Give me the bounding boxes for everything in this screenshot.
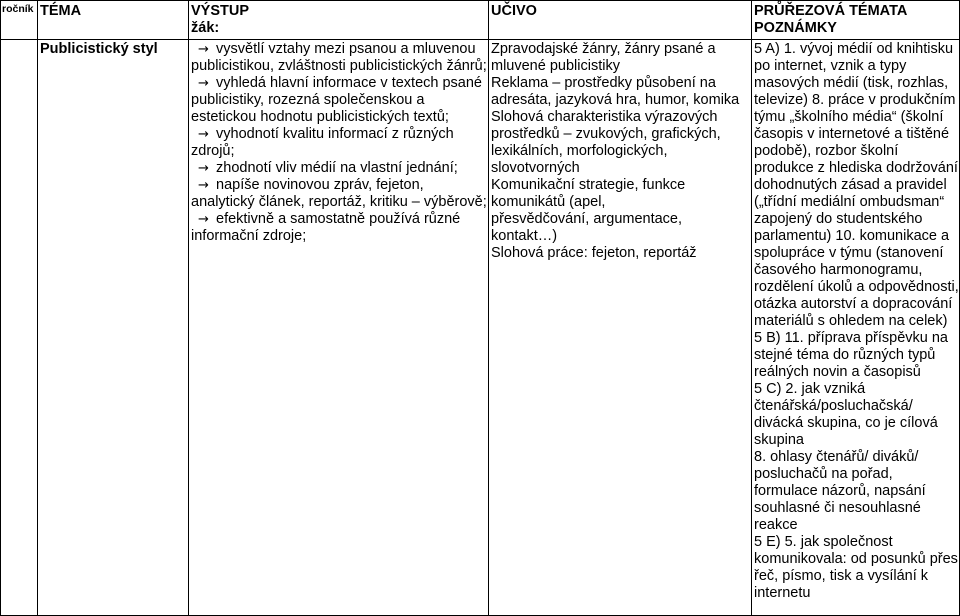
note-line: stejné téma do různých typů <box>754 347 936 363</box>
outcome-item <box>191 126 488 160</box>
note-line: („třídní mediální ombudsman“ <box>754 194 945 210</box>
content-line: adresáta, jazyková hra, humor, komika <box>491 92 740 108</box>
note-line: řeč, písmo, tisk a vysílání k <box>754 568 929 584</box>
arrow-right-icon: → <box>198 212 209 227</box>
note-line: 5 B) 11. příprava příspěvku na <box>754 330 948 346</box>
header-tema <box>38 1 189 40</box>
arrow-right-icon: → <box>198 161 209 176</box>
note-line: 5 C) 2. jak vzniká <box>754 381 866 397</box>
note-line: 5 E) 5. jak společnost <box>754 534 893 550</box>
outcome-line <box>191 41 488 58</box>
content-line: Slohová charakteristika výrazových <box>491 109 718 125</box>
outcome-item <box>191 160 488 177</box>
note-line: 5 A) 1. vývoj médií od knihtisku <box>754 41 954 57</box>
content-line: prostředků – zvukových, grafických, <box>491 126 721 142</box>
header-ucivo-label: UČIVO <box>491 3 537 19</box>
note-line: souhlasné či nesouhlasné <box>754 500 921 516</box>
content-line: mluvené publicistiky <box>491 58 620 74</box>
header-poznamky-label: POZNÁMKY <box>754 20 837 36</box>
note-line: skupina <box>754 432 804 448</box>
note-line: po internet, vznik a typy <box>754 58 907 74</box>
outcome-text: napíše novinovou zpráv, fejeton, <box>216 177 424 193</box>
outcome-line <box>191 177 488 194</box>
header-prurezova <box>752 1 960 40</box>
outcome-text: vysvětlí vztahy mezi psanou a mluvenou <box>216 41 476 57</box>
cell-rocnik <box>1 40 38 616</box>
content-line: slovotvorných <box>491 160 580 176</box>
arrow-right-icon: → <box>198 42 209 57</box>
content-line: lexikálních, morfologických, <box>491 143 668 159</box>
header-tema-label: TÉMA <box>40 3 82 19</box>
header-rocnik-label: ročník <box>2 3 34 15</box>
cell-ucivo <box>489 40 752 616</box>
outcome-item <box>191 41 488 75</box>
header-vystup <box>189 1 489 40</box>
outcome-text: efektivně a samostatně používá různé <box>216 211 461 227</box>
content-line: Slohová práce: fejeton, reportáž <box>491 245 697 261</box>
content-line: přesvědčování, argumentace, <box>491 211 683 227</box>
content-line: Komunikační strategie, funkce <box>491 177 686 193</box>
note-line: reálných novin a časopisů <box>754 364 921 380</box>
cell-prurezova <box>752 40 960 616</box>
header-vystup-label: VÝSTUP <box>191 3 250 19</box>
outcome-line: publicistiky, rozezná společenskou a <box>191 92 425 108</box>
header-ucivo <box>489 1 752 40</box>
note-line: masových médií (tisk, rozhlas, <box>754 75 949 91</box>
header-rocnik <box>1 1 38 40</box>
outcome-line <box>191 211 488 228</box>
note-line: reakce <box>754 517 798 533</box>
outcome-line: publicistikou, zvláštnosti publicistických žánrů; <box>191 58 487 74</box>
header-row <box>1 1 960 40</box>
cell-vystup <box>189 40 489 616</box>
header-vystup-sublabel: žák: <box>191 20 220 36</box>
note-line: komunikovala: od posunků přes <box>754 551 958 567</box>
note-line: otázka autorství a dopracování <box>754 296 953 312</box>
outcome-line: analytický článek, reportáž, kritiku – výběrově; <box>191 194 487 210</box>
outcome-line <box>191 75 488 92</box>
arrow-right-icon: → <box>198 76 209 91</box>
content-line: kontakt…) <box>491 228 558 244</box>
outcome-line: informační zdroje; <box>191 228 307 244</box>
outcome-item <box>191 177 488 211</box>
outcome-line: zdrojů; <box>191 143 235 159</box>
outcome-line <box>191 126 488 143</box>
outcome-line <box>191 160 488 177</box>
content-line: komunikátů (apel, <box>491 194 606 210</box>
note-line: zapojený do studentského <box>754 211 923 227</box>
note-line: týmu „školního média“ (školní <box>754 109 944 125</box>
note-line: spolupráce v týmu (stanovení <box>754 245 944 261</box>
outcome-item <box>191 211 488 245</box>
note-line: divácká skupina, co je cílová <box>754 415 938 431</box>
note-line: dohodnutých zásad a pravidel <box>754 177 947 193</box>
header-prurezova-label: PRŮŘEZOVÁ TÉMATA <box>754 3 908 19</box>
content-line: Zpravodajské žánry, žánry psané a <box>491 41 716 57</box>
note-line: produkce z hlediska dodržování <box>754 160 958 176</box>
note-line: parlamentu) 10. komunikace a <box>754 228 950 244</box>
note-line: časopis v internetové a tištěné <box>754 126 950 142</box>
note-line: materiálů s ohledem na celek) <box>754 313 948 329</box>
outcome-text: zhodnotí vliv médií na vlastní jednání; <box>216 160 458 176</box>
arrow-right-icon: → <box>198 127 209 142</box>
content-row <box>1 40 960 616</box>
topic-title: Publicistický styl <box>40 41 158 57</box>
note-line: podobě), rozbor školní <box>754 143 899 159</box>
note-line: formulace názorů, napsání <box>754 483 926 499</box>
outcome-text: vyhodnotí kvalitu informací z různých <box>216 126 454 142</box>
note-line: internetu <box>754 585 811 601</box>
outcome-text: vyhledá hlavní informace v textech psané <box>216 75 482 91</box>
outcome-line: estetickou hodnotu publicistických textů; <box>191 109 449 125</box>
note-line: posluchačů na pořad, <box>754 466 893 482</box>
arrow-right-icon: → <box>198 178 209 193</box>
cell-tema <box>38 40 189 616</box>
content-line: Reklama – prostředky působení na <box>491 75 716 91</box>
note-line: rozdělení úkolů a odpovědnosti, <box>754 279 959 295</box>
note-line: čtenářská/posluchačská/ <box>754 398 913 414</box>
note-line: televize) 8. práce v produkčním <box>754 92 956 108</box>
note-line: 8. ohlasy čtenářů/ diváků/ <box>754 449 919 465</box>
outcome-item <box>191 75 488 126</box>
note-line: časového harmonogramu, <box>754 262 923 278</box>
